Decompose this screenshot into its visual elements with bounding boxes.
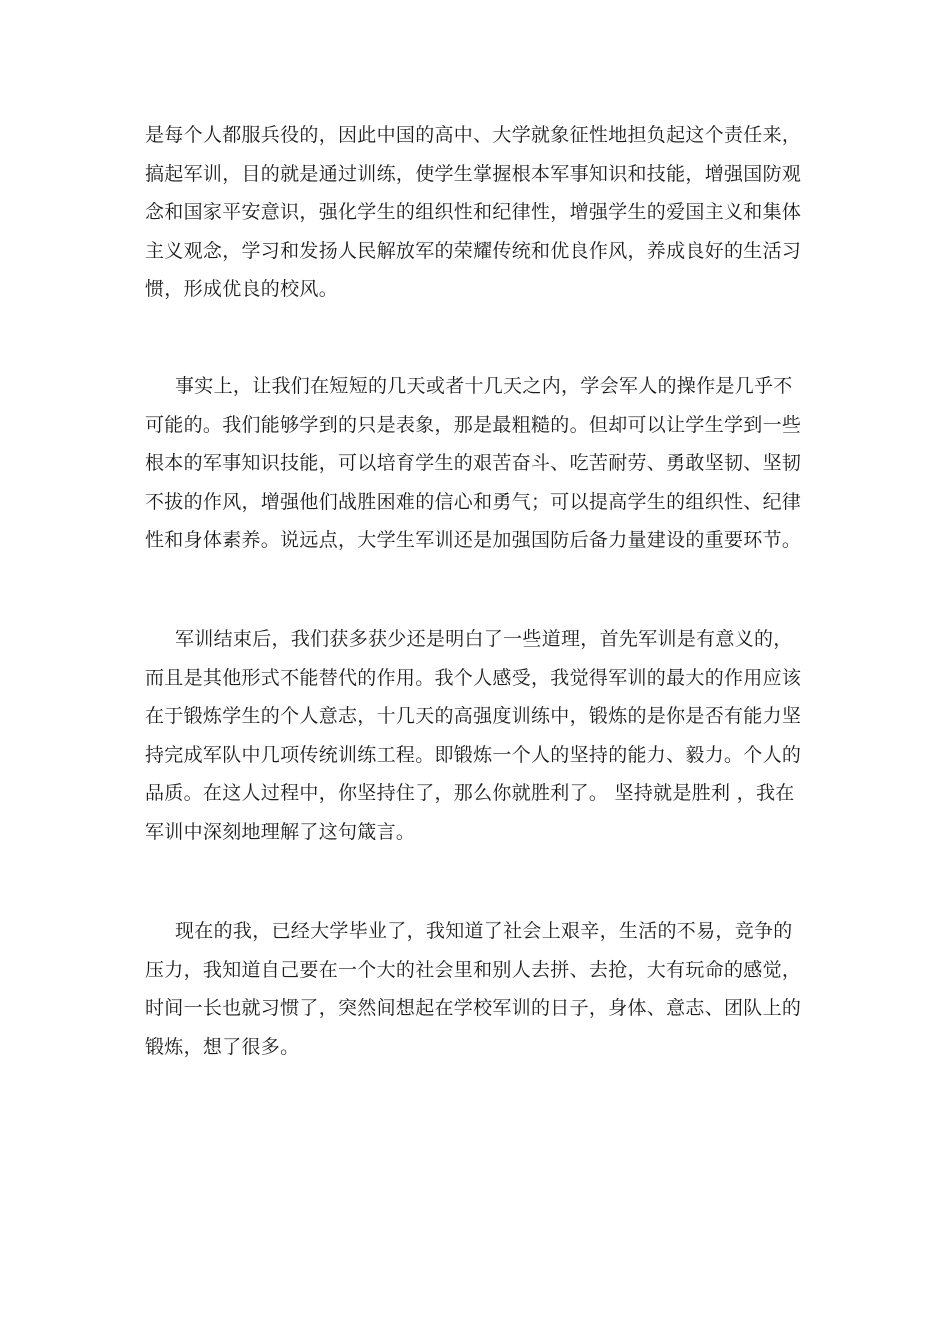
paragraph-3: 军训结束后，我们获多获少还是明白了一些道理，首先军训是有意义的，而且是其他形式不能替代的作用。我个人感受，我觉得军训的最大的作用应该在于锻炼学生的个人意志，十几天的高强度训练中，锻炼的是你是否有能力坚持完成军队中几项传统训练工程。即锻炼一个人的坚持的能力、毅力。个人的品质。在这人过程中，你坚持住了，那么你就胜利了。 坚持就是胜利 ，我在军训中深刻地理解了这句箴言。 [145,628,802,843]
paragraph-4: 现在的我，已经大学毕业了，我知道了社会上艰辛，生活的不易，竞争的压力，我知道自己要在一个大的社会里和别人去拼、去抢，大有玩命的感觉，时间一长也就习惯了，突然间想起在学校军训的日子，身体、意志、团队上的锻炼，想了很多。 [145,920,802,1058]
paragraph-2: 事实上，让我们在短短的几天或者十几天之内，学会军人的操作是几乎不可能的。我们能够学到的只是表象，那是最粗糙的。但却可以让学生学到一些根本的军事知识技能，可以培育学生的艰苦奋斗、吃苦耐劳、勇敢坚韧、坚韧不拔的作风，增强他们战胜困难的信心和勇气；可以提高学生的组织性、纪律性和身体素养。说远点，大学生军训还是加强国防后备力量建设的重要环节。 [145,375,802,552]
paragraph-1: 是每个人都服兵役的，因此中国的高中、大学就象征性地担负起这个责任来，搞起军训，目的就是通过训练，使学生掌握根本军事知识和技能，增强国防观念和国家平安意识，强化学生的组织性和纪律性，增强学生的爱国主义和集体主义观念，学习和发扬人民解放军的荣耀传统和优良作风，养成良好的生活习惯，形成优良的校风。 [145,124,802,301]
